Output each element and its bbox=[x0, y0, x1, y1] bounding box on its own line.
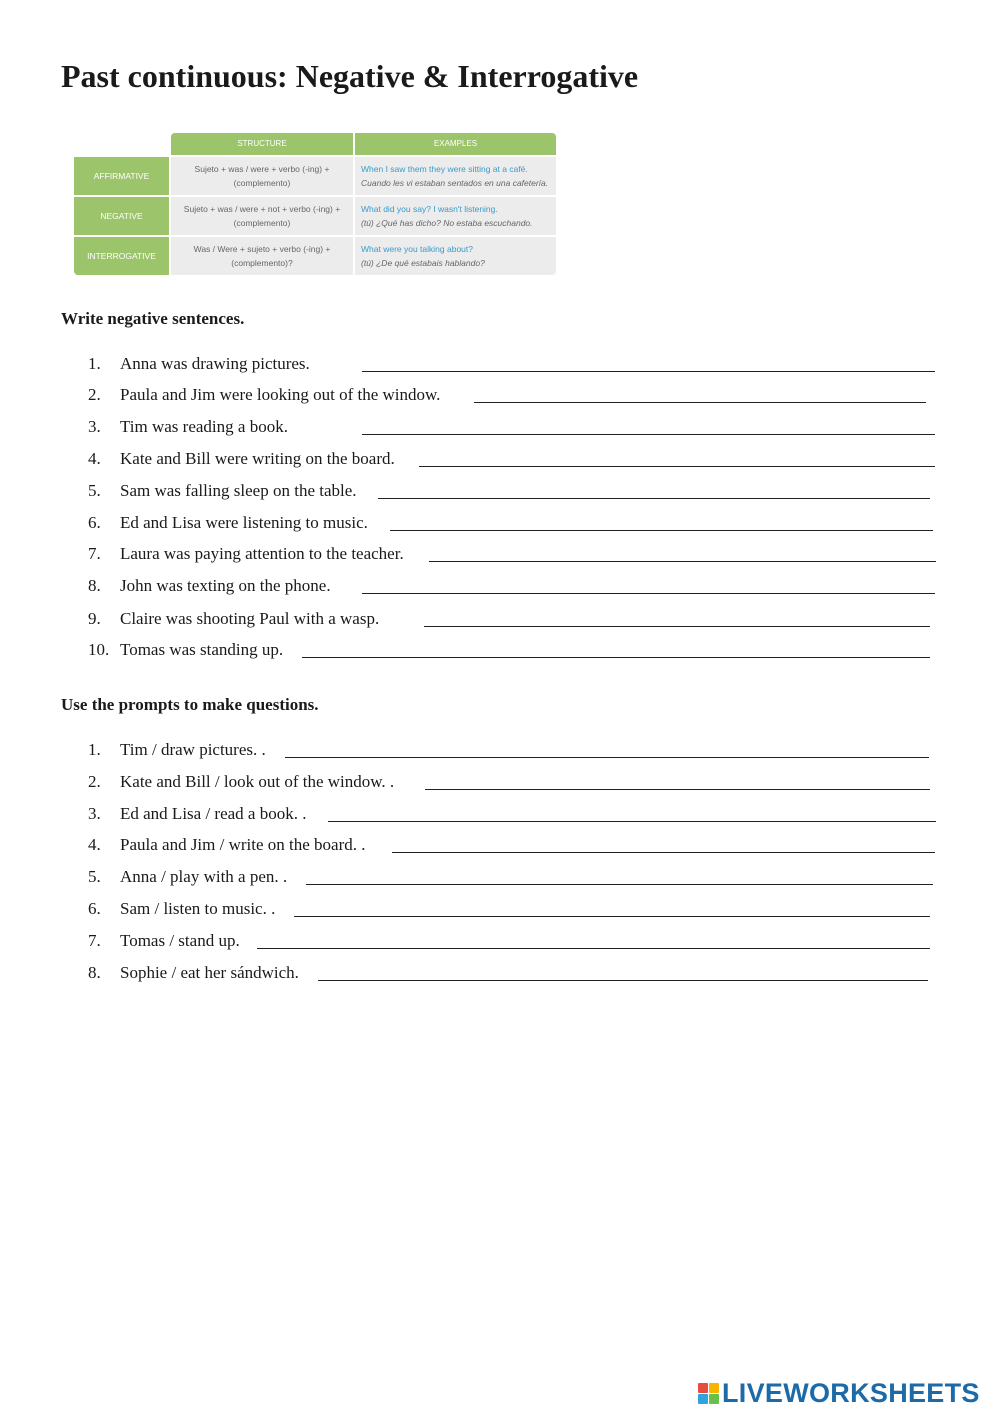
list-item: 1. Anna was drawing pictures. bbox=[88, 354, 310, 373]
table-row-affirmative bbox=[74, 157, 556, 195]
list-item: 10. Tomas was standing up. bbox=[88, 640, 284, 659]
logo-icon bbox=[698, 1383, 719, 1404]
section-title-negative: Write negative sentences. bbox=[61, 309, 245, 328]
answer-line[interactable] bbox=[425, 789, 930, 790]
structure-line: (complemento)? bbox=[231, 258, 293, 268]
row-label: NEGATIVE bbox=[74, 197, 169, 235]
answer-line[interactable] bbox=[306, 884, 933, 885]
answer-line[interactable] bbox=[378, 498, 930, 499]
row-label: AFFIRMATIVE bbox=[74, 157, 169, 195]
answer-line[interactable] bbox=[424, 626, 930, 627]
row-label: INTERROGATIVE bbox=[74, 237, 169, 275]
logo-text: LIVEWORKSHEETS bbox=[722, 1377, 980, 1408]
structure-line: Sujeto + was / were + not + verbo (-ing) + bbox=[183, 204, 341, 214]
list-item: 6. Sam / listen to music. . bbox=[88, 899, 276, 918]
list-item: 5. Anna / play with a pen. . bbox=[88, 867, 288, 886]
example-english: What did you say? I wasn't listening. bbox=[361, 204, 498, 214]
answer-line[interactable] bbox=[474, 402, 926, 403]
example-spanish: (tú) ¿De qué estabais hablando? bbox=[361, 258, 485, 268]
answer-line[interactable] bbox=[429, 561, 936, 562]
answer-line[interactable] bbox=[318, 980, 928, 981]
list-item: 9. Claire was shooting Paul with a wasp. bbox=[88, 609, 380, 628]
liveworksheets-logo bbox=[698, 1378, 980, 1408]
section-title-questions: Use the prompts to make questions. bbox=[61, 695, 319, 714]
answer-line[interactable] bbox=[302, 657, 930, 658]
table-row-interrogative bbox=[74, 237, 556, 275]
structure-line: (complemento) bbox=[233, 218, 291, 228]
list-item: 5. Sam was falling sleep on the table. bbox=[88, 481, 357, 500]
answer-line[interactable] bbox=[392, 852, 935, 853]
list-item: 7. Laura was paying attention to the teacher. bbox=[88, 544, 404, 563]
list-item: 8. Sophie / eat her sándwich. bbox=[88, 963, 299, 982]
answer-line[interactable] bbox=[285, 757, 929, 758]
answer-line[interactable] bbox=[257, 948, 930, 949]
table-row-negative bbox=[74, 197, 556, 235]
structure-line: (complemento) bbox=[233, 178, 291, 188]
examples-header: EXAMPLES bbox=[355, 133, 556, 155]
example-cell bbox=[355, 197, 556, 235]
answer-line[interactable] bbox=[390, 530, 933, 531]
structure-cell bbox=[171, 197, 353, 235]
structure-cell bbox=[171, 157, 353, 195]
answer-line[interactable] bbox=[362, 371, 935, 372]
list-item: 3. Tim was reading a book. bbox=[88, 417, 288, 436]
structure-line: Was / Were + sujeto + verbo (-ing) + bbox=[193, 244, 331, 254]
grammar-table bbox=[74, 133, 556, 278]
list-item: 7. Tomas / stand up. bbox=[88, 931, 240, 950]
list-item: 3. Ed and Lisa / read a book. . bbox=[88, 804, 307, 823]
answer-line[interactable] bbox=[328, 821, 936, 822]
list-item: 6. Ed and Lisa were listening to music. bbox=[88, 513, 368, 532]
answer-line[interactable] bbox=[294, 916, 930, 917]
list-item: 4. Kate and Bill were writing on the board. bbox=[88, 449, 395, 468]
page-title: Past continuous: Negative & Interrogative bbox=[61, 58, 639, 94]
answer-line[interactable] bbox=[362, 434, 935, 435]
example-cell bbox=[355, 157, 556, 195]
structure-line: Sujeto + was / were + verbo (-ing) + bbox=[194, 164, 330, 174]
list-item: 8. John was texting on the phone. bbox=[88, 576, 331, 595]
example-spanish: (tú) ¿Qué has dicho? No estaba escuchando. bbox=[361, 218, 533, 228]
example-english: What were you talking about? bbox=[361, 244, 473, 254]
list-item: 2. Paula and Jim were looking out of the window. bbox=[88, 385, 441, 404]
answer-line[interactable] bbox=[419, 466, 935, 467]
list-item: 4. Paula and Jim / write on the board. . bbox=[88, 835, 366, 854]
structure-cell bbox=[171, 237, 353, 275]
example-cell bbox=[355, 237, 556, 275]
list-item: 2. Kate and Bill / look out of the window. . bbox=[88, 772, 395, 791]
answer-line[interactable] bbox=[362, 593, 935, 594]
example-spanish: Cuando les vi estaban sentados en una cafetería. bbox=[361, 178, 549, 188]
list-item: 1. Tim / draw pictures. . bbox=[88, 740, 266, 759]
example-english: When I saw them they were sitting at a café. bbox=[361, 164, 528, 174]
structure-header: STRUCTURE bbox=[171, 133, 353, 155]
